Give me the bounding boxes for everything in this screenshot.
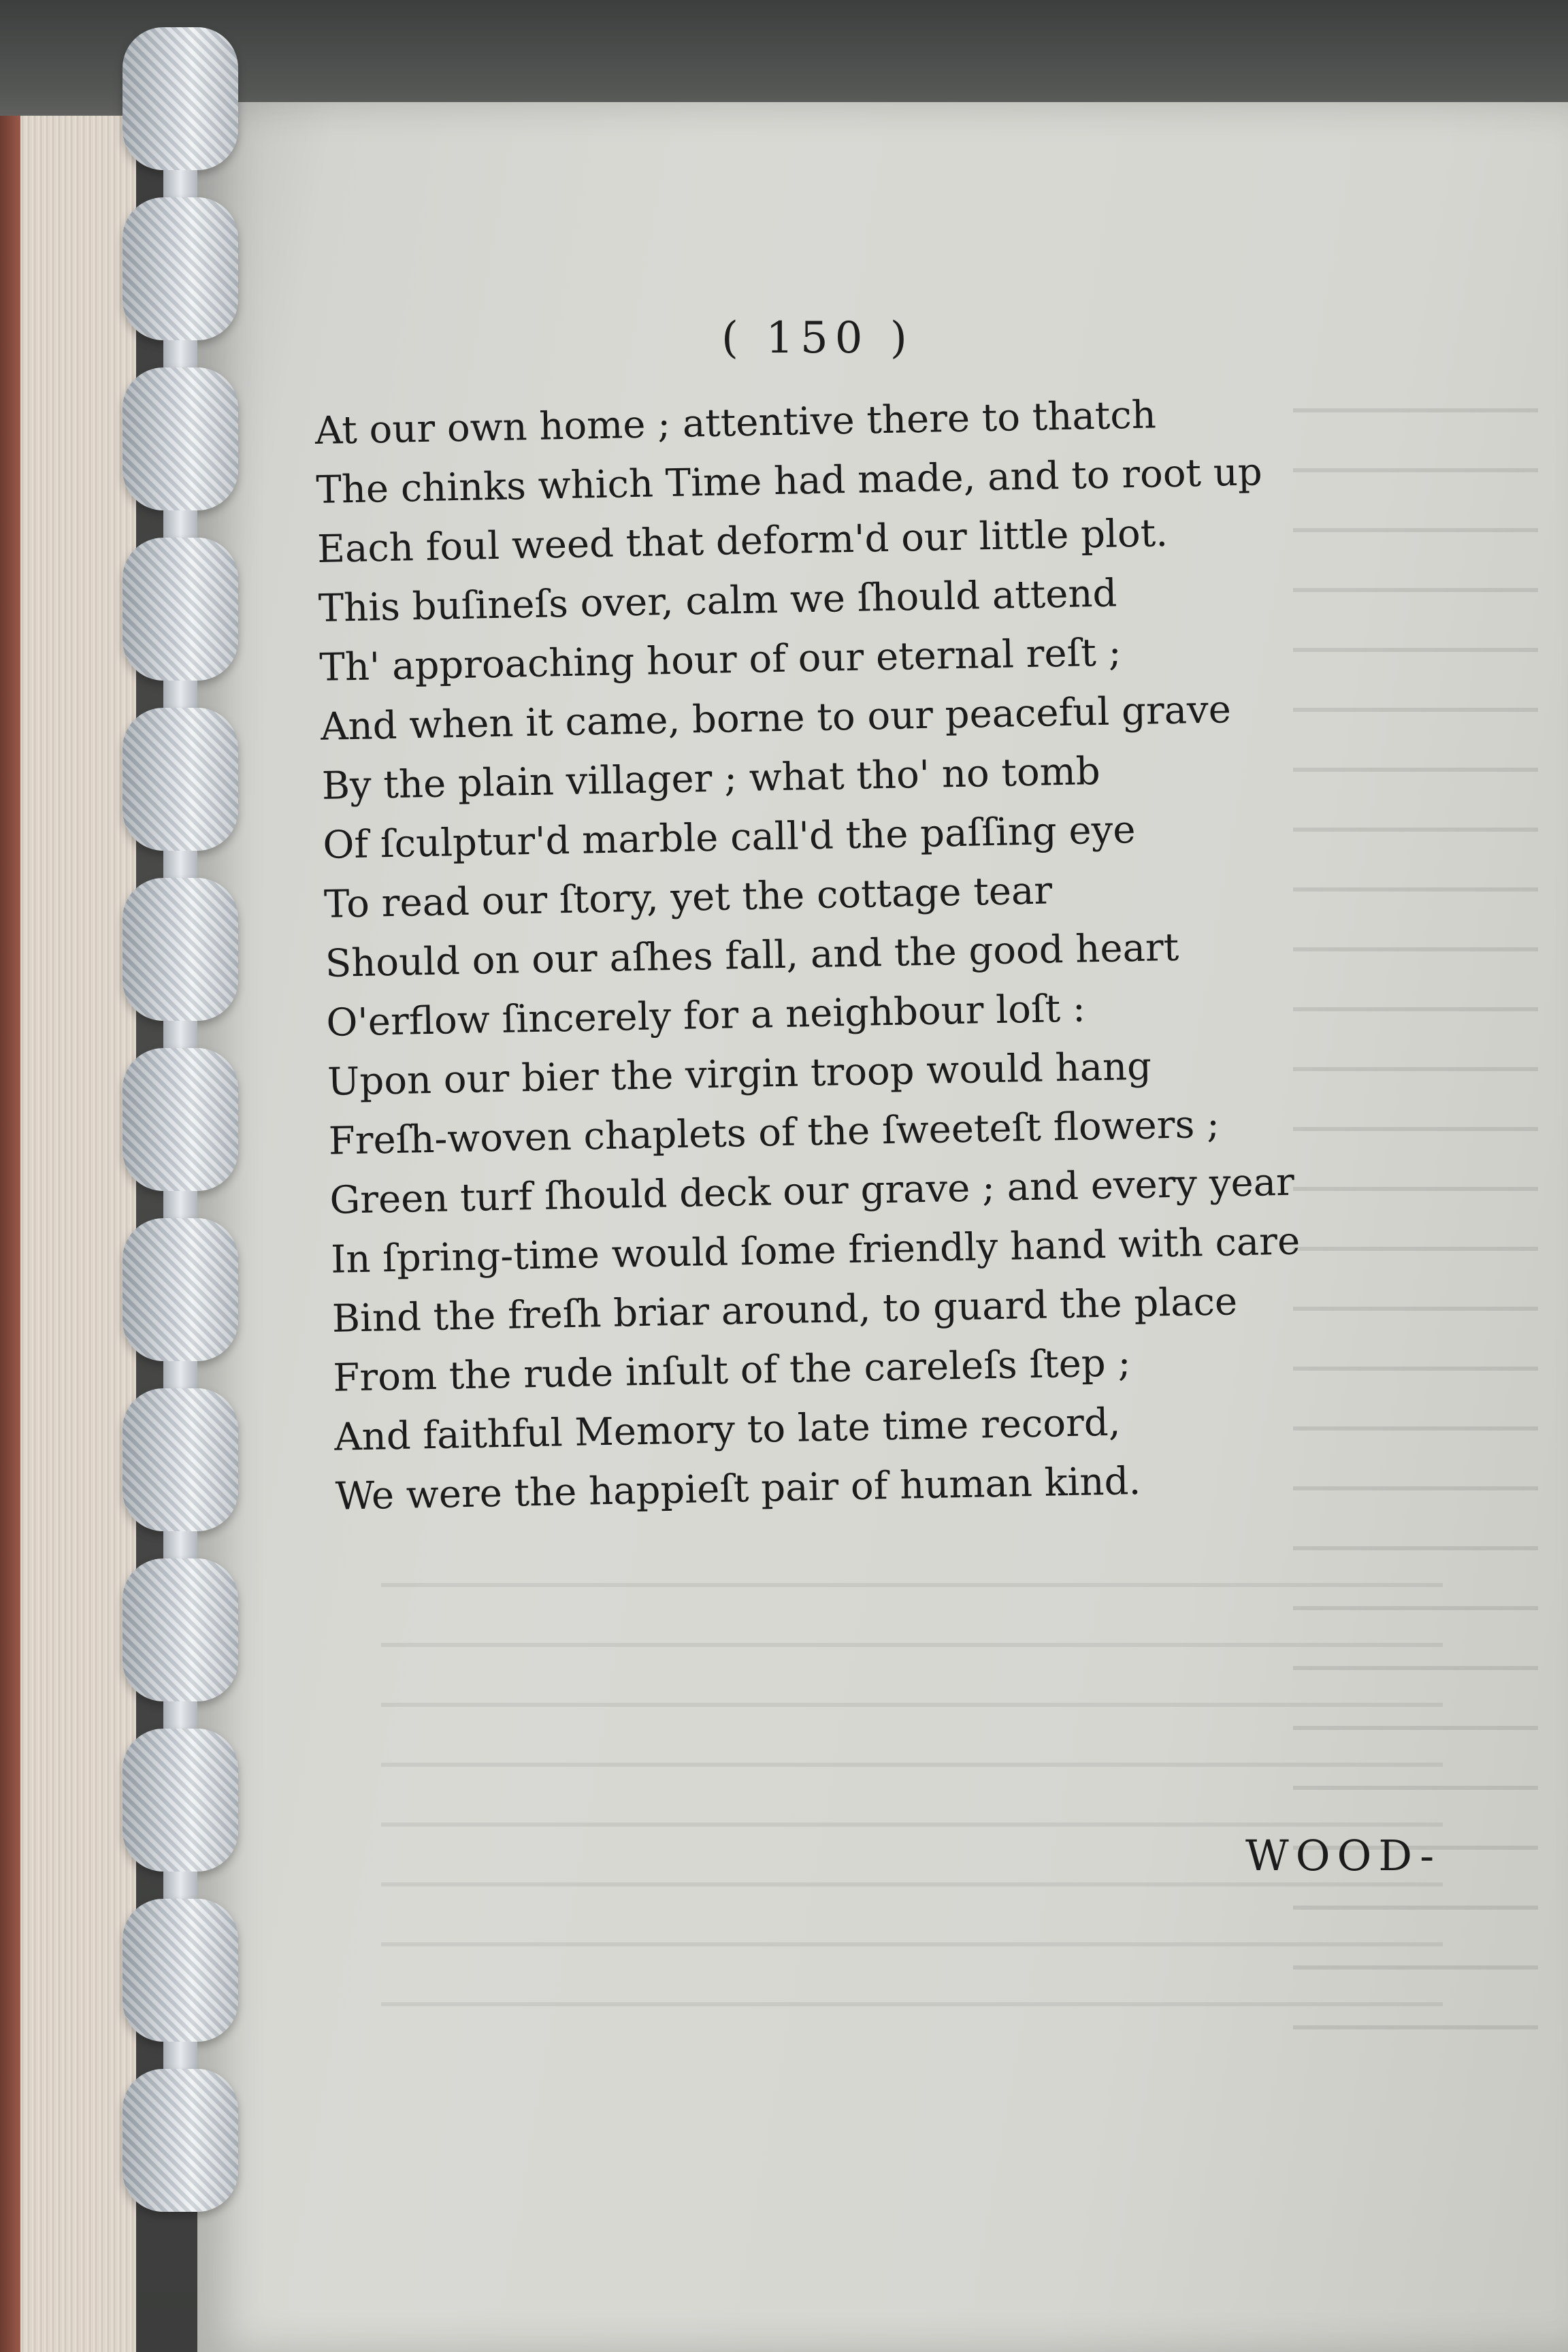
poem-line: Should on our aſhes fall, and the good heart [325,925,1179,986]
poem-line: Bind the freſh briar around, to guard the place [331,1279,1238,1341]
ribbon-segment [122,2069,238,2212]
poem-line: Freſh-woven chaplets of the ſweeteſt flowers ; [328,1102,1220,1164]
ribbon-segment [122,1558,238,1701]
poem-line: Upon our bier the virgin troop would hang [327,1044,1152,1105]
ribbon-neck [163,1021,197,1048]
poem-line: This buſineſs over, calm we ſhould attend [318,571,1117,631]
show-through-text-lower [381,1552,1443,2055]
ribbon-segment [122,1048,238,1191]
poem-text [314,383,1305,1526]
ribbon-neck [163,1361,197,1388]
poem-line: By the plain villager ; what tho' no tomb [321,749,1101,808]
ribbon-neck [163,2042,197,2069]
ribbon-neck [163,1701,197,1729]
ribbon-segment [122,368,238,510]
poem-line: And faithful Memory to late time record, [333,1400,1122,1460]
ribbon-neck [163,510,197,538]
ribbon-neck [163,1531,197,1558]
ribbon-segment [122,1218,238,1361]
ribbon-segment [122,538,238,681]
ribbon-segment [122,1729,238,1872]
ribbon-neck [163,170,197,197]
poem-line: The chinks which Time had made, and to root up [315,450,1263,512]
ribbon-segment [122,1388,238,1531]
poem-line: Green turf ſhould deck our grave ; and every year [329,1160,1295,1223]
ribbon-neck [163,1872,197,1899]
ribbon-neck [163,851,197,878]
poem-line: From the rude inſult of the careleſs ſtep ; [332,1341,1131,1401]
ribbon-neck [163,681,197,708]
ribbon-segment [122,27,238,170]
poem-line: We were the happieſt pair of human kind. [335,1458,1141,1519]
poem-line: Th' approaching hour of our eternal reſt ; [318,630,1122,690]
ribbon-bookmark [116,0,252,2352]
poem-line: To read our ſtory, yet the cottage tear [323,868,1053,927]
poem-line: Of ſculptur'd marble call'd the paſſing eye [322,807,1136,868]
page-number: ( 150 ) [721,313,914,363]
book-cover-edge [0,116,20,2352]
poem-line: Each foul weed that deform'd our little plot. [316,510,1169,572]
ribbon-segment [122,197,238,340]
poem-line: At our own home ; attentive there to thatch [314,393,1157,453]
ribbon-segment [122,878,238,1021]
ribbon-segment [122,708,238,851]
ribbon-neck [163,340,197,368]
ribbon-segment [122,1899,238,2042]
poem-line: O'erflow ſincerely for a neighbour loſt : [325,986,1086,1045]
poem-line: In ſpring-time would ſome friendly hand with care [330,1219,1301,1282]
ribbon-neck [163,1191,197,1218]
poem-line: And when it came, borne to our peaceful grave [320,687,1232,749]
catchword: WOOD- [1245,1831,1441,1880]
